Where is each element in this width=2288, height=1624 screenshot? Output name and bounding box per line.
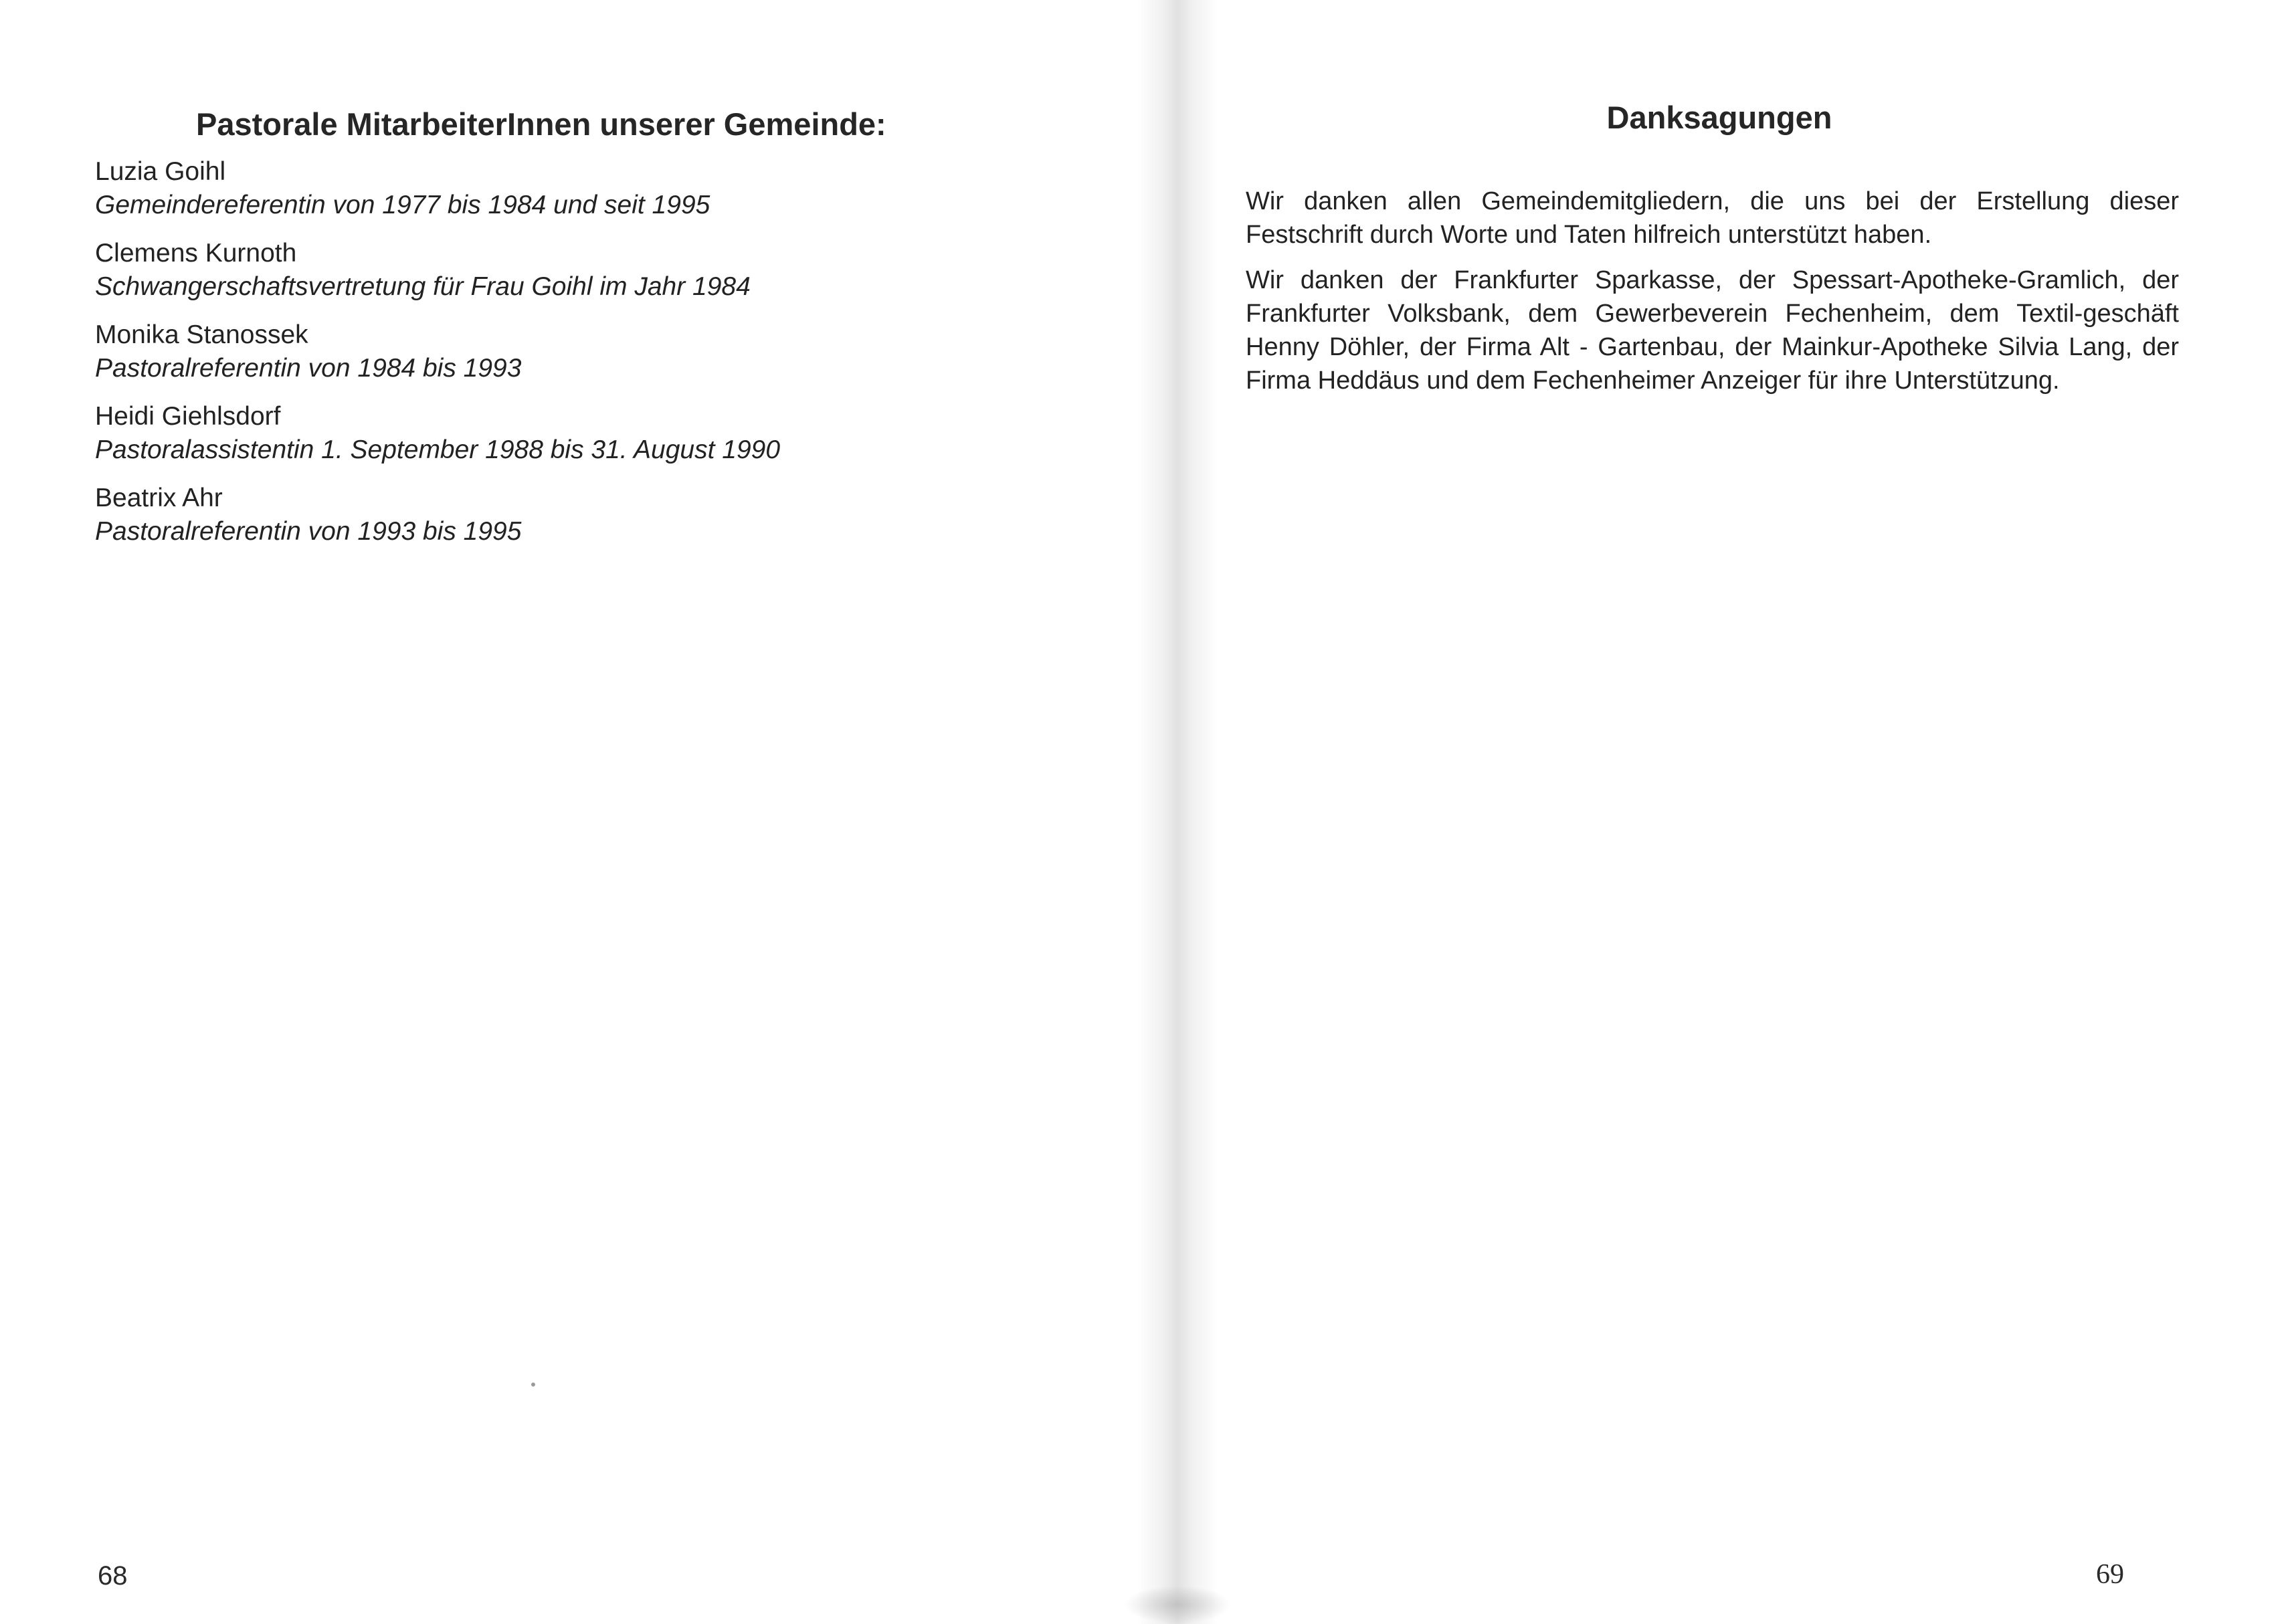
staff-heading: Pastorale MitarbeiterInnen unserer Gemeinde: [196, 106, 886, 142]
page-number-left: 68 [98, 1561, 128, 1591]
staff-name: Clemens Kurnoth [95, 239, 297, 268]
staff-name: Monika Stanossek [95, 320, 308, 349]
staff-role: Pastoralreferentin von 1993 bis 1995 [95, 517, 522, 546]
staff-entry [95, 237, 1099, 304]
staff-entry [95, 318, 1099, 385]
thanks-paragraph: Wir danken der Frankfurter Sparkasse, der Spessart-Apotheke-Gramlich, der Frankfurter Volksbank, dem Gewerbeverein Fechenheim, dem Textil-geschäft Henny Döhler, der Firma Alt - Gartenbau, der Mainkur-Apotheke Silvia Lang, der Firma Heddäus und dem Fechenheimer Anzeiger für ihre Unterstützung. [1246, 266, 2179, 395]
thanks-body [1246, 185, 2179, 409]
speck-mark [531, 1383, 535, 1387]
staff-list [95, 155, 1099, 563]
staff-role: Gemeindereferentin von 1977 bis 1984 und seit 1995 [95, 191, 710, 219]
thanks-paragraph: Wir danken allen Gemeindemitgliedern, die uns bei der Erstellung dieser Festschrift durch Worte und Taten hilfreich unterstützt haben. [1246, 187, 2179, 249]
right-page [1151, 0, 2288, 1624]
left-page [0, 0, 1137, 1624]
staff-name: Beatrix Ahr [95, 484, 223, 512]
staff-role: Schwangerschaftsvertretung für Frau Goihl im Jahr 1984 [95, 272, 751, 301]
thanks-heading: Danksagungen [1606, 100, 1832, 135]
staff-role: Pastoralassistentin 1. September 1988 bis 31. August 1990 [95, 435, 781, 464]
staff-entry [95, 155, 1099, 222]
staff-entry [95, 400, 1099, 467]
page-number-right: 69 [2096, 1559, 2124, 1590]
staff-name: Luzia Goihl [95, 157, 226, 186]
staff-role: Pastoralreferentin von 1984 bis 1993 [95, 354, 522, 383]
staff-name: Heidi Giehlsdorf [95, 402, 281, 431]
staff-entry [95, 482, 1099, 548]
